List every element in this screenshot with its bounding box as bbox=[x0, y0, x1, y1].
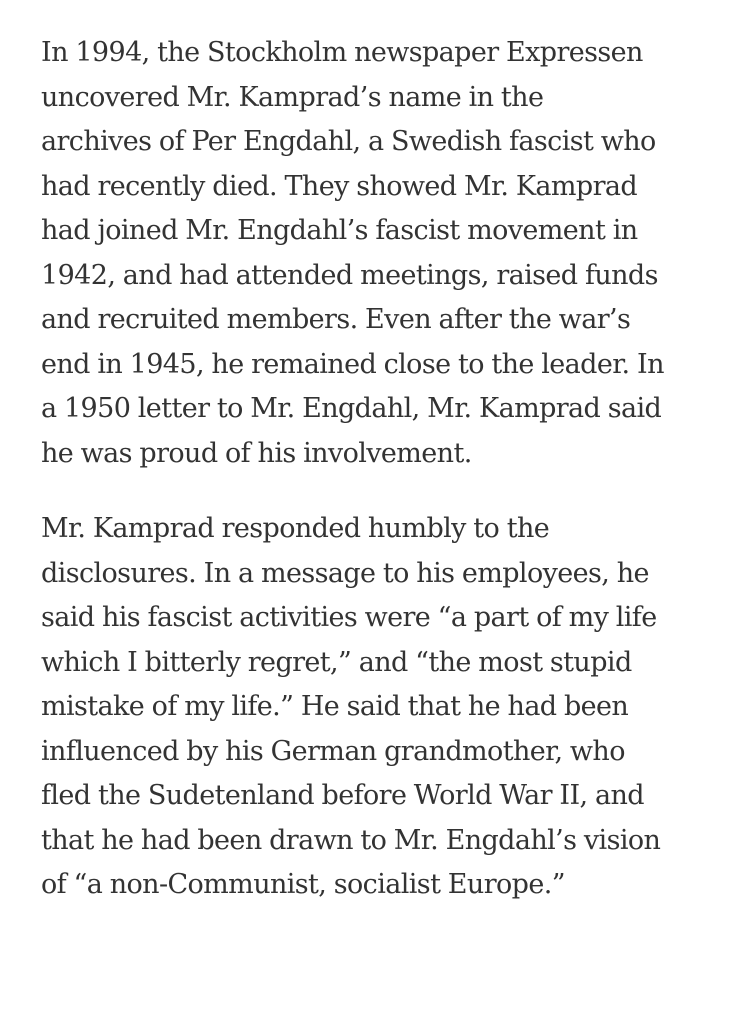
text-line: said his fascist activities were “a part of my life bbox=[41, 602, 657, 633]
text-line: mistake of my life.” He said that he had been bbox=[41, 691, 629, 722]
text-line: he was proud of his involvement. bbox=[41, 437, 472, 469]
text-line: disclosures. In a message to his employees, he bbox=[41, 557, 649, 589]
text-line: had recently died. They showed Mr. Kamprad bbox=[41, 170, 638, 202]
text-line: of “a non-Communist, socialist Europe.” bbox=[41, 869, 565, 900]
text-line: had joined Mr. Engdahl’s fascist movement in bbox=[41, 215, 638, 246]
paragraph-2 bbox=[41, 507, 711, 908]
text-line: fled the Sudetenland before World War II, and bbox=[41, 780, 644, 811]
text-line: that he had been drawn to Mr. Engdahl’s vision bbox=[41, 824, 661, 856]
text-line: which I bitterly regret,” and “the most stupid bbox=[41, 646, 632, 678]
text-line: influenced by his German grandmother, who bbox=[41, 735, 625, 767]
text-line: end in 1945, he remained close to the leader. In bbox=[41, 348, 664, 380]
paragraph-1 bbox=[41, 31, 711, 476]
text-line: 1942, and had attended meetings, raised funds bbox=[41, 259, 658, 291]
text-line: In 1994, the Stockholm newspaper Expressen bbox=[41, 37, 643, 68]
article-body bbox=[41, 31, 711, 908]
text-line: Mr. Kamprad responded humbly to the bbox=[41, 513, 550, 544]
text-line: archives of Per Engdahl, a Swedish fascist who bbox=[41, 126, 656, 157]
text-line: a 1950 letter to Mr. Engdahl, Mr. Kamprad said bbox=[41, 393, 662, 424]
text-line: and recruited members. Even after the war’s bbox=[41, 304, 631, 335]
text-line: uncovered Mr. Kamprad’s name in the bbox=[41, 81, 544, 113]
